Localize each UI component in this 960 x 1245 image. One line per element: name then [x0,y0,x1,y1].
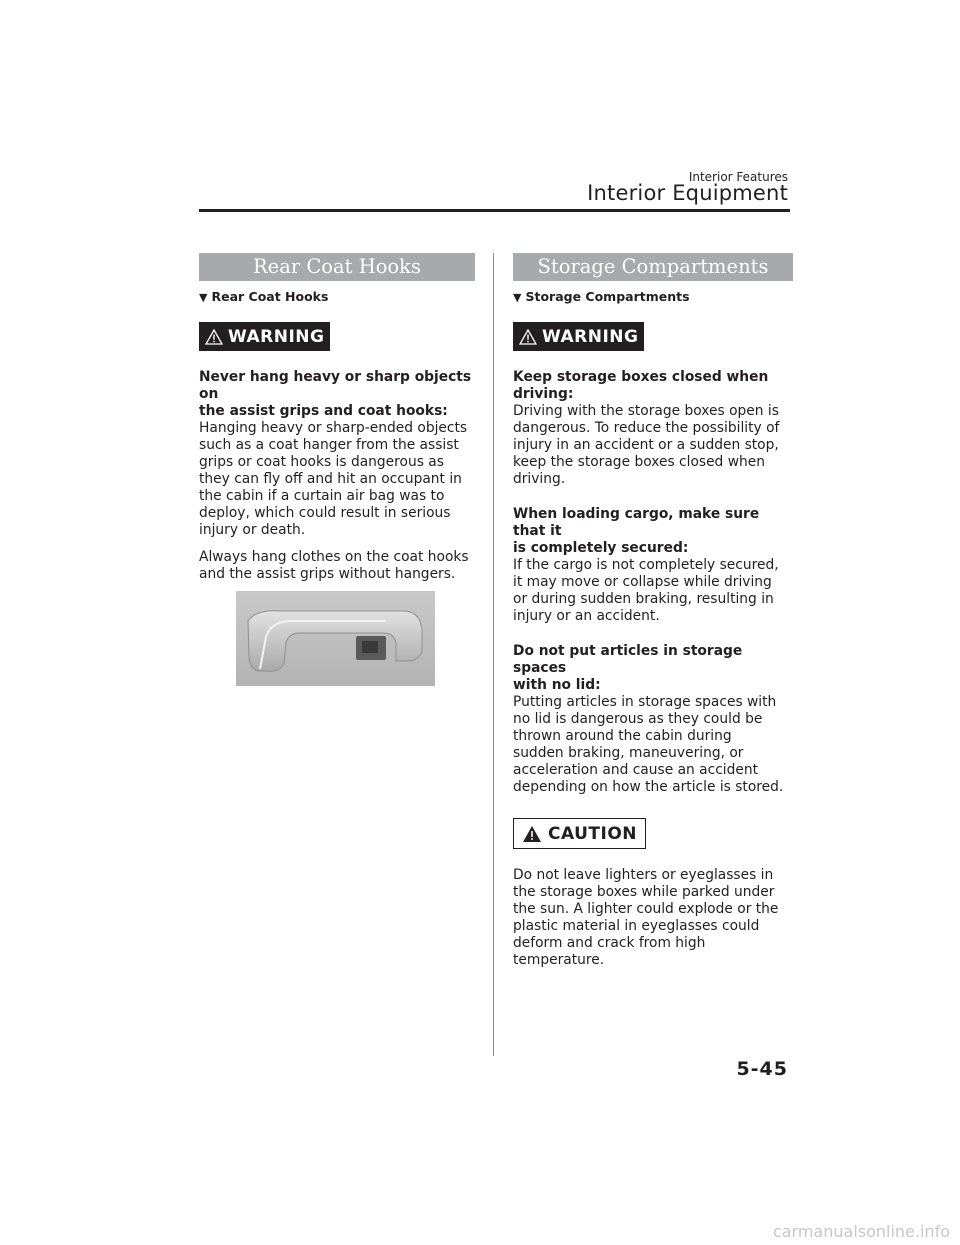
caution-badge [513,818,646,849]
text-line: injury or death. [199,522,306,538]
warning-item-title [513,369,793,403]
subhead-label: Rear Coat Hooks [211,289,329,304]
warning-badge [199,322,330,351]
assist-grip-illustration [236,591,435,686]
warning-label: WARNING [542,326,639,347]
warning-item-body [513,403,793,488]
text-line: thrown around the cabin during [513,728,732,744]
text-line: When loading cargo, make sure that it [513,506,760,539]
text-line: temperature. [513,952,605,968]
coat-hook-note [199,549,475,583]
coat-hook-photo [236,591,435,686]
triangle-down-icon: ▼ [513,291,522,304]
caution-icon [522,825,542,843]
warning-item-body [513,694,793,796]
text-line: dangerous. To reduce the possibility of [513,420,780,436]
header-rule [199,209,790,212]
subhead-storage-compartments [513,289,793,306]
text-line: or during sudden braking, resulting in [513,591,774,607]
caution-label: CAUTION [548,823,638,844]
warning-badge [513,322,644,351]
text-line: acceleration and cause an accident [513,762,759,778]
subhead-label: Storage Compartments [525,289,690,304]
subhead-rear-coat-hooks [199,289,475,306]
text-line: injury or an accident. [513,608,660,624]
text-line: Always hang clothes on the coat hooks [199,549,469,565]
warning-icon [519,329,537,345]
text-line: no lid is dangerous as they could be [513,711,763,727]
text-line: it may move or collapse while driving [513,574,772,590]
header-chapter: Interior Features [688,170,788,184]
column-divider [493,253,494,1056]
text-line: with no lid: [513,677,601,693]
text-line: depending on how the article is stored. [513,779,784,795]
text-line: they can fly off and hit an occupant in [199,471,462,487]
text-line: driving: [513,386,574,402]
text-line: Keep storage boxes closed when [513,369,769,385]
text-line: If the cargo is not completely secured, [513,557,779,573]
warning-item-title [513,643,793,694]
warning-item-body [513,557,793,625]
watermark: carmanualsonline.info [772,1222,950,1241]
text-line: is completely secured: [513,540,689,556]
text-line: such as a coat hanger from the assist [199,437,459,453]
text-line: deform and crack from high [513,935,706,951]
text-line: Putting articles in storage spaces with [513,694,777,710]
text-line: Hanging heavy or sharp-ended objects [199,420,468,436]
text-line: keep the storage boxes closed when [513,454,765,470]
text-line: deploy, which could result in serious [199,505,451,521]
text-line: sudden braking, maneuvering, or [513,745,744,761]
text-line: grips or coat hooks is dangerous as [199,454,444,470]
warning-item-title [513,506,793,557]
warning-body [199,420,475,539]
caution-body [513,867,793,969]
text-line: Do not leave lighters or eyeglasses in [513,867,774,883]
text-line: injury in an accident or a sudden stop, [513,437,779,453]
text-line: Driving with the storage boxes open is [513,403,779,419]
text-line: the cabin if a curtain air bag was to [199,488,445,504]
warning-icon [205,329,223,345]
warning-label: WARNING [228,326,325,347]
section-title-rear-coat-hooks: Rear Coat Hooks [199,253,475,281]
warning-title [199,369,475,420]
left-column [199,253,475,686]
triangle-down-icon: ▼ [199,291,208,304]
warning-title-line: the assist grips and coat hooks: [199,403,448,419]
text-line: driving. [513,471,566,487]
section-title-storage-compartments: Storage Compartments [513,253,793,281]
right-column [513,253,793,969]
text-line: Do not put articles in storage spaces [513,643,743,676]
warning-title-line: Never hang heavy or sharp objects on [199,369,472,402]
text-line: and the assist grips without hangers. [199,566,456,582]
text-line: the sun. A lighter could explode or the [513,901,779,917]
text-line: plastic material in eyeglasses could [513,918,760,934]
page-number: 5-45 [736,1058,788,1080]
text-line: the storage boxes while parked under [513,884,775,900]
header-section: Interior Equipment [587,181,788,205]
